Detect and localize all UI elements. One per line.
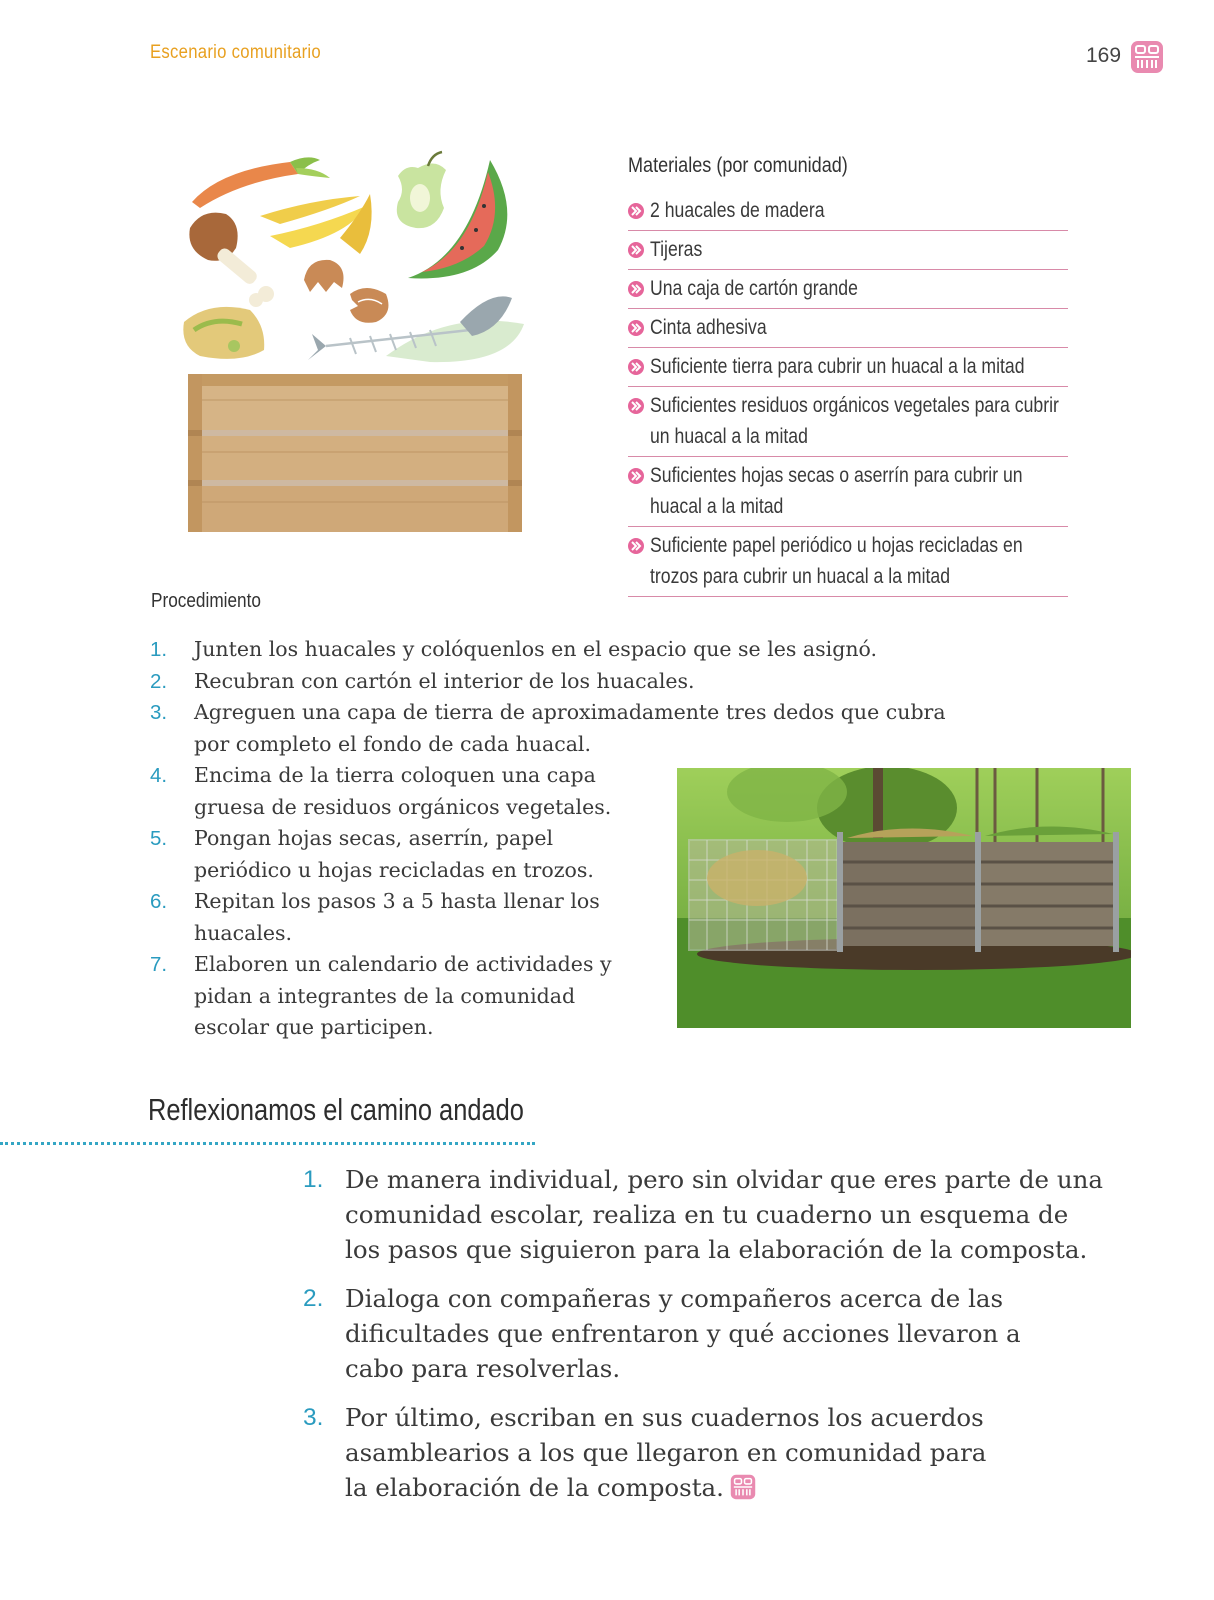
fish-bone-icon <box>308 296 524 362</box>
double-chevron-icon <box>628 468 644 484</box>
section-title: Escenario comunitario <box>150 42 321 63</box>
chicken-bone-icon <box>189 213 274 307</box>
banana-peel-icon <box>260 194 372 254</box>
double-chevron-icon <box>628 320 644 336</box>
divider <box>0 1142 535 1145</box>
list-item: 6. Repitan los pasos 3 a 5 hasta llenar los huacales. <box>150 889 600 945</box>
materials-box <box>628 154 1068 597</box>
materials-list <box>628 192 1068 597</box>
list-item: 7. Elaboren un calendario de actividades y pidan a integrantes de la comunidad escolar que participen. <box>150 952 612 1039</box>
list-item: 1. De manera individual, pero sin olvidar que eres parte de una comunidad escolar, realiza en tu cuaderno un esquema de los pasos que siguieron para la elaboración de la composta. <box>303 1165 1103 1264</box>
double-chevron-icon <box>628 281 644 297</box>
list-item: 3. Agreguen una capa de tierra de aproximadamente tres dedos que cubra por completo el fondo de cada huacal. <box>150 700 946 756</box>
double-chevron-icon <box>628 242 644 258</box>
apple-core-icon <box>397 152 446 228</box>
bread-icon <box>183 307 264 359</box>
list-item: Suficientes hojas secas o aserrín para cubrir un huacal a la mitad <box>628 457 1068 527</box>
compost-bins-photo <box>677 768 1131 1028</box>
reflection-title: Reflexionamos el camino andado <box>148 1092 524 1127</box>
page-number: 169 <box>1086 44 1122 67</box>
list-item: Suficiente papel periódico u hojas recicladas en trozos para cubrir un huacal a la mitad <box>628 527 1068 597</box>
eggshell-icon <box>304 260 388 323</box>
double-chevron-icon <box>628 359 644 375</box>
codex-glyph-icon <box>730 1474 756 1500</box>
wooden-crate-icon <box>188 374 522 532</box>
materials-title: Materiales (por comunidad) <box>628 154 848 177</box>
list-item: Cinta adhesiva <box>628 309 1068 348</box>
list-item: Una caja de cartón grande <box>628 270 1068 309</box>
compost-illustration <box>180 150 540 545</box>
list-item: Suficiente tierra para cubrir un huacal a la mitad <box>628 348 1068 387</box>
list-item: 3. Por último, escriban en sus cuadernos los acuerdos asamblearios a los que llegaron en comunidad para la elaboración de la composta. <box>303 1403 987 1502</box>
list-item: 2. Dialoga con compañeras y compañeros acerca de las dificultades que enfrentaron y qué acciones llevaron a cabo para resolverlas. <box>303 1284 1021 1383</box>
codex-glyph-icon <box>1130 40 1164 74</box>
list-item: 4. Encima de la tierra coloquen una capa gruesa de residuos orgánicos vegetales. <box>150 763 612 819</box>
list-item: 1. Junten los huacales y colóquenlos en el espacio que se les asignó. <box>150 637 878 661</box>
list-item: 5. Pongan hojas secas, aserrín, papel periódico u hojas recicladas en trozos. <box>150 826 594 882</box>
list-item: 2. Recubran con cartón el interior de los huacales. <box>150 668 695 693</box>
double-chevron-icon <box>628 538 644 554</box>
procedure-title: Procedimiento <box>151 590 261 612</box>
double-chevron-icon <box>628 398 644 414</box>
reflection-list <box>303 1162 1103 1519</box>
double-chevron-icon <box>628 203 644 219</box>
list-item: 2 huacales de madera <box>628 192 1068 231</box>
list-item: Suficientes residuos orgánicos vegetales para cubrir un huacal a la mitad <box>628 387 1068 457</box>
list-item: Tijeras <box>628 231 1068 270</box>
carrot-icon <box>192 157 330 208</box>
